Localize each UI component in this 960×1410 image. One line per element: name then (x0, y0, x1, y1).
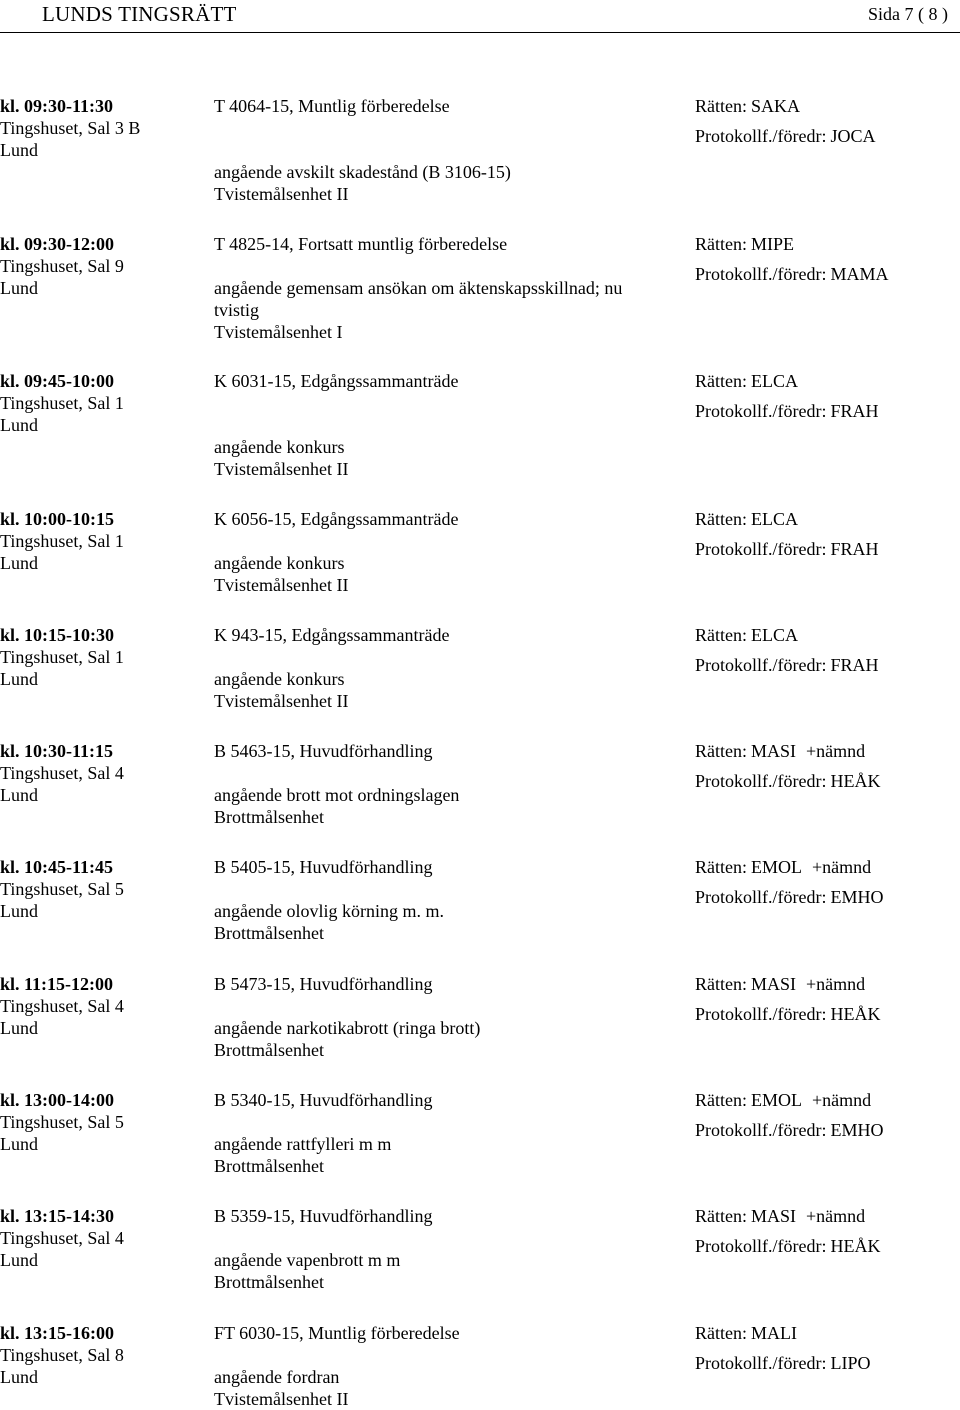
ratten-value: MALI (751, 1323, 797, 1343)
hearing-city: Lund (0, 1250, 38, 1270)
time-location (0, 1205, 200, 1271)
protokoll-value: JOCA (830, 126, 876, 146)
case-subject: tvistig (214, 300, 260, 320)
spacer (214, 995, 674, 1017)
ratten-label: Rätten: (695, 1206, 747, 1226)
hearing-time: kl. 11:15-12:00 (0, 974, 114, 994)
hearing-city: Lund (0, 140, 38, 160)
hearing-city: Lund (0, 669, 38, 689)
case-title: K 943-15, Edgångssammanträde (214, 625, 450, 645)
case-title: FT 6030-15, Muntlig förberedelse (214, 1323, 460, 1343)
hearing-city: Lund (0, 785, 38, 805)
case-unit: Tvistemålsenhet II (214, 459, 349, 479)
time-location (0, 370, 200, 436)
case-title: B 5463-15, Huvudförhandling (214, 741, 433, 761)
case-subject: angående narkotikabrott (ringa brott) (214, 1018, 481, 1038)
hearing-room: Tingshuset, Sal 1 (0, 647, 124, 667)
spacer (214, 1111, 674, 1133)
hearing-city: Lund (0, 1367, 38, 1387)
protokoll-label: Protokollf./föredr: (695, 655, 827, 675)
hearing-city: Lund (0, 901, 38, 921)
case-subject: angående fordran (214, 1367, 340, 1387)
case-subject: angående konkurs (214, 669, 345, 689)
hearing-time: kl. 10:45-11:45 (0, 857, 114, 877)
page-number: Sida 7 ( 8 ) (868, 4, 948, 24)
spacer (214, 139, 674, 161)
ratten-value: MASI (751, 741, 797, 761)
hearing-time: kl. 09:30-11:30 (0, 96, 114, 116)
court-name: LUNDS TINGSRÄTT (42, 2, 237, 26)
case-subject: angående avskilt skadestånd (B 3106-15) (214, 162, 511, 182)
protokoll-value: MAMA (830, 264, 889, 284)
time-location (0, 856, 200, 922)
hearing-room: Tingshuset, Sal 5 (0, 1112, 124, 1132)
court-staff (695, 856, 960, 908)
hearing-time: kl. 13:15-14:30 (0, 1206, 114, 1226)
time-location (0, 973, 200, 1039)
court-staff (695, 1322, 960, 1374)
court-staff (695, 740, 960, 792)
hearing-room: Tingshuset, Sal 4 (0, 1228, 124, 1248)
hearing-time: kl. 10:15-10:30 (0, 625, 114, 645)
ratten-label: Rätten: (695, 1323, 747, 1343)
court-staff (695, 508, 960, 560)
protokoll-label: Protokollf./föredr: (695, 1120, 827, 1140)
case-subject: angående rattfylleri m m (214, 1134, 392, 1154)
protokoll-label: Protokollf./föredr: (695, 539, 827, 559)
case-unit: Tvistemålsenhet II (214, 575, 349, 595)
ratten-line (695, 233, 960, 255)
time-location (0, 740, 200, 806)
case-details (214, 856, 674, 944)
ratten-value: ELCA (751, 371, 798, 391)
ratten-line (695, 1322, 960, 1344)
hearing-room: Tingshuset, Sal 1 (0, 393, 124, 413)
hearing-room: Tingshuset, Sal 3 B (0, 118, 141, 138)
protokoll-value: FRAH (830, 539, 879, 559)
hearing-city: Lund (0, 553, 38, 573)
protokoll-line (695, 1352, 960, 1374)
time-location (0, 508, 200, 574)
case-title: B 5405-15, Huvudförhandling (214, 857, 433, 877)
hearing-time: kl. 13:00-14:00 (0, 1090, 114, 1110)
case-unit: Tvistemålsenhet II (214, 691, 349, 711)
hearing-time: kl. 10:30-11:15 (0, 741, 114, 761)
namnd-note: +nämnd (806, 741, 866, 761)
case-subject: angående gemensam ansökan om äktenskapsskillnad; nu (214, 278, 623, 298)
protokoll-line (695, 1235, 960, 1257)
case-details (214, 624, 674, 712)
case-subject: angående konkurs (214, 437, 345, 457)
ratten-line (695, 508, 960, 530)
protokoll-value: HEÅK (830, 1236, 881, 1256)
protokoll-value: HEÅK (830, 771, 881, 791)
ratten-value: ELCA (751, 625, 798, 645)
case-details (214, 233, 674, 343)
hearing-room: Tingshuset, Sal 9 (0, 256, 124, 276)
protokoll-label: Protokollf./föredr: (695, 401, 827, 421)
protokoll-line (695, 770, 960, 792)
hearing-time: kl. 09:30-12:00 (0, 234, 114, 254)
hearing-time: kl. 10:00-10:15 (0, 509, 114, 529)
time-location (0, 624, 200, 690)
spacer (214, 762, 674, 784)
hearing-time: kl. 13:15-16:00 (0, 1323, 114, 1343)
ratten-label: Rätten: (695, 741, 747, 761)
protokoll-value: FRAH (830, 655, 879, 675)
protokoll-value: EMHO (830, 1120, 884, 1140)
protokoll-line (695, 1119, 960, 1141)
ratten-label: Rätten: (695, 234, 747, 254)
protokoll-label: Protokollf./föredr: (695, 126, 827, 146)
ratten-line (695, 624, 960, 646)
protokoll-line (695, 125, 960, 147)
spacer (214, 117, 674, 139)
ratten-value: EMOL (751, 1090, 802, 1110)
case-unit: Brottmålsenhet (214, 807, 324, 827)
case-details (214, 740, 674, 828)
case-unit: Tvistemålsenhet I (214, 322, 343, 342)
ratten-label: Rätten: (695, 625, 747, 645)
case-subject: angående olovlig körning m. m. (214, 901, 444, 921)
hearing-room: Tingshuset, Sal 5 (0, 879, 124, 899)
ratten-line (695, 740, 960, 762)
ratten-value: MASI (751, 974, 797, 994)
ratten-line (695, 1205, 960, 1227)
court-staff (695, 973, 960, 1025)
protokoll-label: Protokollf./föredr: (695, 1353, 827, 1373)
ratten-value: SAKA (751, 96, 801, 116)
case-details (214, 1089, 674, 1177)
protokoll-line (695, 538, 960, 560)
protokoll-label: Protokollf./föredr: (695, 264, 827, 284)
protokoll-line (695, 400, 960, 422)
ratten-label: Rätten: (695, 857, 747, 877)
ratten-value: ELCA (751, 509, 798, 529)
ratten-value: EMOL (751, 857, 802, 877)
ratten-label: Rätten: (695, 974, 747, 994)
hearing-city: Lund (0, 1134, 38, 1154)
case-unit: Brottmålsenhet (214, 1272, 324, 1292)
court-staff (695, 1205, 960, 1257)
hearing-city: Lund (0, 415, 38, 435)
spacer (214, 255, 674, 277)
protokoll-label: Protokollf./föredr: (695, 1004, 827, 1024)
ratten-label: Rätten: (695, 1090, 747, 1110)
protokoll-line (695, 886, 960, 908)
case-subject: angående konkurs (214, 553, 345, 573)
time-location (0, 233, 200, 299)
ratten-label: Rätten: (695, 509, 747, 529)
hearing-room: Tingshuset, Sal 1 (0, 531, 124, 551)
hearing-room: Tingshuset, Sal 4 (0, 763, 124, 783)
time-location (0, 95, 200, 161)
case-details (214, 973, 674, 1061)
protokoll-value: EMHO (830, 887, 884, 907)
case-title: B 5359-15, Huvudförhandling (214, 1206, 433, 1226)
case-unit: Brottmålsenhet (214, 1156, 324, 1176)
hearing-city: Lund (0, 1018, 38, 1038)
spacer (214, 1344, 674, 1366)
header-divider (0, 32, 960, 33)
ratten-line (695, 95, 960, 117)
page-header (0, 0, 960, 32)
court-staff (695, 95, 960, 147)
protokoll-value: LIPO (830, 1353, 871, 1373)
case-details (214, 95, 674, 205)
time-location (0, 1322, 200, 1388)
case-title: T 4825-14, Fortsatt muntlig förberedelse (214, 234, 508, 254)
case-unit: Brottmålsenhet (214, 923, 324, 943)
ratten-label: Rätten: (695, 96, 747, 116)
ratten-line (695, 973, 960, 995)
case-title: B 5473-15, Huvudförhandling (214, 974, 433, 994)
spacer (214, 392, 674, 414)
case-details (214, 370, 674, 480)
ratten-line (695, 1089, 960, 1111)
ratten-label: Rätten: (695, 371, 747, 391)
protokoll-line (695, 1003, 960, 1025)
protokoll-line (695, 654, 960, 676)
case-unit: Tvistemålsenhet II (214, 184, 349, 204)
protokoll-label: Protokollf./föredr: (695, 887, 827, 907)
spacer (214, 414, 674, 436)
ratten-line (695, 370, 960, 392)
namnd-note: +nämnd (806, 1206, 866, 1226)
case-details (214, 508, 674, 596)
namnd-note: +nämnd (806, 974, 866, 994)
spacer (214, 646, 674, 668)
time-location (0, 1089, 200, 1155)
ratten-value: MASI (751, 1206, 797, 1226)
protokoll-value: HEÅK (830, 1004, 881, 1024)
hearing-room: Tingshuset, Sal 8 (0, 1345, 124, 1365)
ratten-value: MIPE (751, 234, 795, 254)
ratten-line (695, 856, 960, 878)
hearing-room: Tingshuset, Sal 4 (0, 996, 124, 1016)
protokoll-label: Protokollf./föredr: (695, 1236, 827, 1256)
hearing-city: Lund (0, 278, 38, 298)
case-details (214, 1322, 674, 1410)
spacer (214, 530, 674, 552)
case-unit: Brottmålsenhet (214, 1040, 324, 1060)
court-staff (695, 1089, 960, 1141)
case-unit: Tvistemålsenhet II (214, 1389, 349, 1409)
spacer (214, 1227, 674, 1249)
court-staff (695, 370, 960, 422)
case-title: K 6056-15, Edgångssammanträde (214, 509, 459, 529)
spacer (214, 878, 674, 900)
court-staff (695, 233, 960, 285)
namnd-note: +nämnd (812, 1090, 872, 1110)
case-subject: angående brott mot ordningslagen (214, 785, 460, 805)
case-details (214, 1205, 674, 1293)
court-staff (695, 624, 960, 676)
protokoll-value: FRAH (830, 401, 879, 421)
namnd-note: +nämnd (812, 857, 872, 877)
case-subject: angående vapenbrott m m (214, 1250, 401, 1270)
case-title: K 6031-15, Edgångssammanträde (214, 371, 459, 391)
protokoll-label: Protokollf./föredr: (695, 771, 827, 791)
case-title: B 5340-15, Huvudförhandling (214, 1090, 433, 1110)
hearing-time: kl. 09:45-10:00 (0, 371, 114, 391)
case-title: T 4064-15, Muntlig förberedelse (214, 96, 450, 116)
protokoll-line (695, 263, 960, 285)
